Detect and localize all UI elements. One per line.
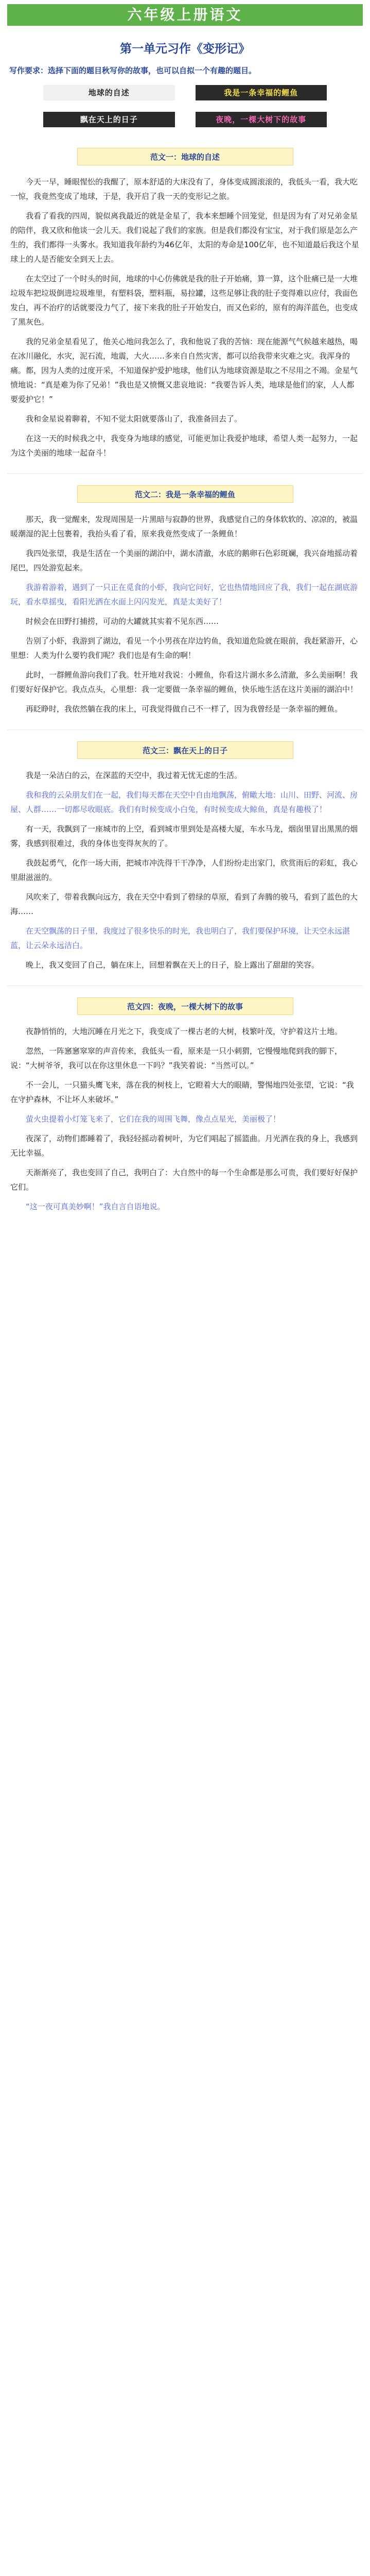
paragraph: 晚上，我又变回了自己，躺在床上，回想着飘在天上的日子，脸上露出了甜甜的笑容。	[26, 960, 320, 970]
essay-section	[7, 148, 363, 460]
paragraph: 天渐渐亮了，我也变回了自己，我明白了：大自然中的每一个生命都是那么可贵，我们要好好保护它们。	[10, 1168, 358, 1192]
paragraph: 萤火虫提着小灯笼飞来了，它们在我的周围飞舞，像点点星光，美丽极了！	[26, 1114, 281, 1124]
paragraph: 我是一朵洁白的云，在深蓝的天空中，我过着无忧无虑的生活。	[26, 771, 242, 780]
topic-tag-tree: 夜晚，一棵大树下的故事	[196, 112, 327, 127]
paragraph: 此时，一群鲤鱼游向我们了我。牡开地对我说：小鲤鱼，你看这片湖水多么清澈，多么美丽啊！我们要好好保护它。我点点头，心里想：我一定要做一条幸福的鲤鱼，快乐地生活在这片美丽的湖泊中！	[10, 670, 358, 694]
section-divider	[7, 473, 363, 474]
topic-tags	[7, 85, 363, 127]
unit-title: 第一单元习作《变形记》	[120, 42, 250, 56]
paragraph: 今天一早，睡眼惺忪的我醒了，原本舒适的大床没有了，身体变成圆滚滚的，我低头一看，我大吃一惊，我竟然变成了地球，于是，我开启了我一天的变形记之旅。	[10, 177, 358, 201]
paragraph: 我的兄弟金星看见了，他关心地问我怎么了，我和他说了我的苦恼：现在能源气气候越来越热，喝在冰川融化，水灾，泥石流，地震，大火……多来自自然灾害，都可以给我带来灾难之灾。我浑身的痛。都，因为人类的过度开采，不知道保护爱护地球，他们认为地球资源是取之不尽用之不竭。金星气愤地说：“真是难为你了兄弟！”我也是又愤慨又悲哀地说：“我要告诉人类，地球是他们的家，人人都要爱护它！”	[10, 337, 358, 404]
paragraph: 风吹来了，带着我飘向远方，我在天空中看到了碧绿的草原，看到了奔腾的骏马，看到了蓝色的大海……	[10, 892, 358, 916]
paragraph: 我和金星说着聊着，不知不觉太阳就要落山了，我准备回去了。	[26, 414, 242, 423]
essay-section	[7, 997, 363, 1214]
paragraph: “这一夜可真美妙啊！”我自言自语地说。	[26, 1202, 165, 1211]
section-title: 范文三：飘在天上的日子	[77, 741, 293, 759]
topic-tag-carp: 我是一条幸福的鲤鱼	[196, 85, 327, 100]
paragraph: 我看了看我的四周，貌似离我最近的就是金星了，我本来想睡个回笼觉，但是因为有了对兄弟金星的陪伴，我又欣和他谈一会儿天。我们说起了我们的家族。但是我们都没有宝宝，对于我们原是怎么产生的，我们都得一头雾水。我知道我年龄约为46亿年，太阳的寿命是100亿年，也不知道最后我这个星球上的人是否能安全到天上去。	[10, 211, 359, 264]
paragraph: 不一会儿，一只猫头鹰飞来，落在我的树枝上，它瞪着大大的眼睛，警惕地四处张望，它说：“我在守护森林，不让坏人来破坏。”	[10, 1080, 354, 1104]
paragraph: 我游着游着，遇到了一只正在觅食的小虾，我向它问好，它也热情地回应了我，我们一起在湖底游玩，看水草摇曳，看阳光洒在水面上闪闪发光，真是太美好了！	[10, 583, 358, 606]
paragraph: 我和我的云朵朋友们在一起，我们每天都在天空中自由地飘荡，俯瞰大地：山川、田野、河流、房屋、人群……一切都尽收眼底。我们有时候变成小白兔，有时候变成大鲸鱼，真是有趣极了！	[10, 790, 358, 814]
paragraph: 我鼓起勇气，化作一场大雨，把城市冲洗得干干净净，人们纷纷走出家门，欣赏雨后的彩虹，我心里甜滋滋的。	[10, 858, 358, 882]
paragraph: 夜静悄悄的，大地沉睡在月光之下，我变成了一棵古老的大树，枝繁叶茂，守护着这片土地。	[26, 1027, 343, 1036]
paragraph: 有一天，我飘到了一座城市的上空，看到城市里到处是高楼大厦，车水马龙，烟囱里冒出黑黑的烟雾，我感到很难过，我的身体也变得灰灰的了。	[10, 824, 358, 848]
page-title: 六年级上册语文	[7, 4, 363, 26]
paragraph: 我四处张望，我是生活在一个美丽的湖泊中，湖水清澈，水底的鹅卵石色彩斑斓，我兴奋地摇动着尾巴，四处游览起来。	[10, 549, 358, 572]
topic-tag-earth: 地球的自述	[43, 85, 175, 100]
paragraph: 告别了小虾，我游到了湖边，看见一个小男孩在岸边钓鱼，我知道危险就在眼前，我赶紧游开，心里想：人类为什么要钓我们呢？我们也是有生命的啊！	[10, 636, 358, 660]
paragraph: 忽然，一阵窸窸窣窣的声音传来，我低头一看，原来是一只小刺猬，它慢慢地爬到我的脚下，说：“大树爷爷，我可以在你这里休息一下吗？”我笑着说：“当然可以。”	[10, 1046, 343, 1070]
essay-sections	[7, 148, 363, 1214]
section-title: 范文二：我是一条幸福的鲤鱼	[77, 485, 293, 503]
section-title: 范文四：夜晚，一棵大树下的故事	[77, 997, 293, 1015]
paragraph: 那天，我一觉醒来，发现周围是一片黑暗与寂静的世界，我感觉自己的身体软软的、凉凉的，被温暖潮湿的泥土包裹着，我抬头看了看，原来我竟然变成了一条鲤鱼！	[10, 515, 358, 538]
paragraph: 在太空过了一个时头的时间，地球的中心仿佛就是我的肚子开始痛，算一算，这个肚痛已是一大堆垃圾车把垃圾倒进垃圾堆里，有塑料袋，塑料瓶，易拉罐，这些足够让我的肚子变得难以应付，我面色发白，再不治疗的话就要没力气了，接下来我的肚子开始发白，而又色彩的，原有的海洋蓝色，也变成了黑灰色。	[10, 274, 358, 327]
paragraph: 在天空飘荡的日子里，我度过了很多快乐的时光，我也明白了，我们要保护环境，让天空永远湛蓝，让云朵永远洁白。	[10, 926, 350, 950]
section-title: 范文一：地球的自述	[77, 148, 293, 165]
essay-section	[7, 485, 363, 716]
topic-tag-cloud: 飘在天上的日子	[43, 112, 175, 127]
paragraph: 夜深了，动物们都睡着了，我轻轻摇动着树叶，为它们唱起了摇篮曲。月光洒在我的身上，我感到无比幸福。	[10, 1134, 358, 1158]
paragraph: 再眨睁时，我依然躺在我的床上，可我觉得做自己不一样了，因为我曾经是一条幸福的鲤鱼。	[26, 704, 343, 714]
paragraph: 在这一天的时候我之中，我变身为地球的感觉，可能更加让我爱护地球，希望人类一起努力，一起为这个美丽的地球一起奋斗！	[10, 434, 358, 457]
essay-section	[7, 741, 363, 972]
writing-requirement: 写作要求：选择下面的题目秋写你的故事，也可以自拟一个有趣的题目。	[9, 66, 257, 75]
paragraph: 时候会在田野打捕捞，可动的大罐就其实着不见东西……	[26, 617, 219, 626]
